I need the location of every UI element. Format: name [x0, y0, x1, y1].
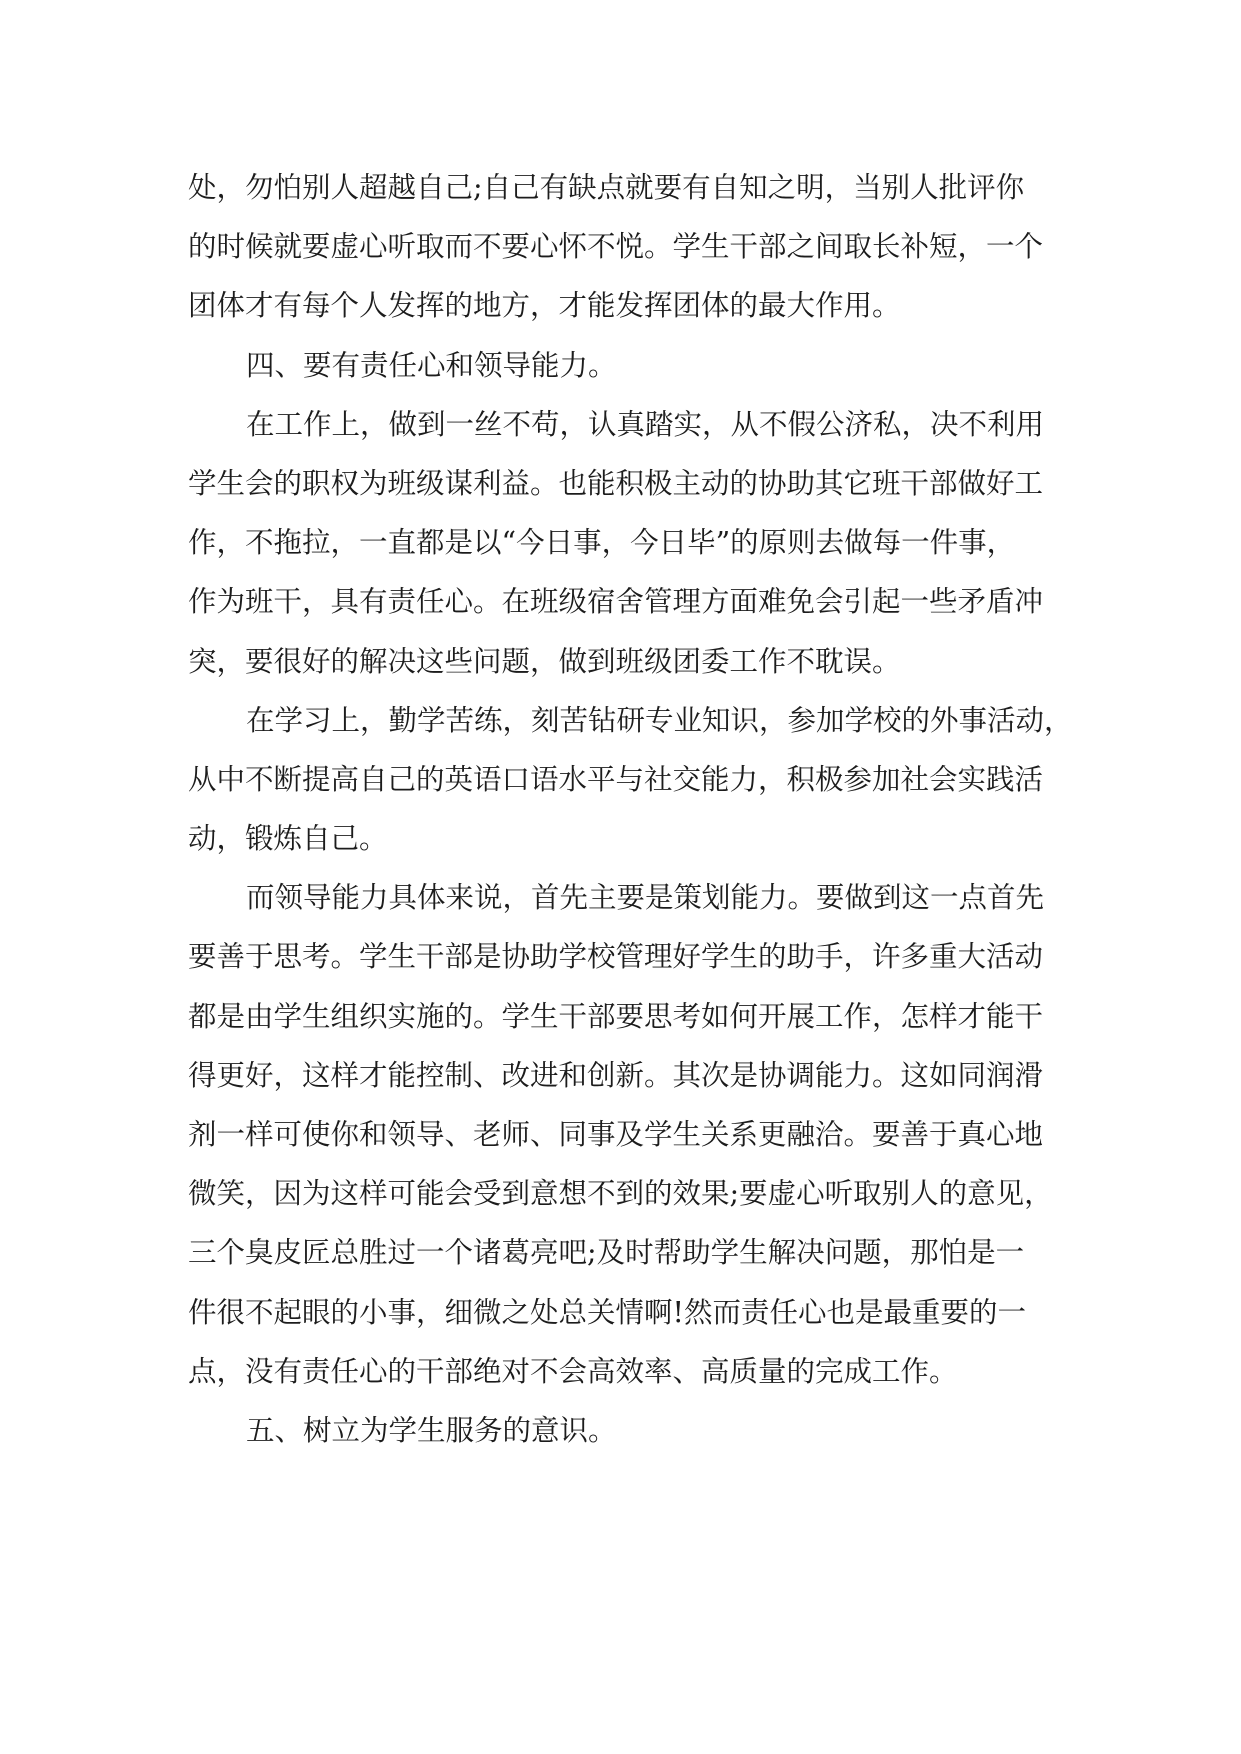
section-heading: 四、要有责任心和领导能力。: [246, 348, 617, 382]
text-line: 团体才有每个人发挥的地方，才能发挥团体的最大作用。: [188, 289, 901, 323]
text-line: 的时候就要虚心听取而不要心怀不悦。学生干部之间取长补短，一个: [188, 230, 1044, 264]
text-line: 要善于思考。学生干部是协助学校管理好学生的助手，许多重大活动: [188, 940, 1044, 974]
section-heading: 五、树立为学生服务的意识。: [246, 1413, 617, 1447]
text-line: 处，勿怕别人超越自己;自己有缺点就要有自知之明，当别人批评你: [188, 171, 1025, 204]
text-line: 而领导能力具体来说，首先主要是策划能力。要做到这一点首先: [246, 881, 1045, 915]
text-line: 点，没有责任心的干部绝对不会高效率、高质量的完成工作。: [188, 1354, 958, 1388]
text-line: 在学习上，勤学苦练，刻苦钻研专业知识，参加学校的外事活动，: [246, 703, 1073, 737]
text-line: 三个臭皮匠总胜过一个诸葛亮吧;及时帮助学生解决问题，那怕是一: [188, 1236, 1025, 1270]
text-line: 件很不起眼的小事，细微之处总关情啊!然而责任心也是最重要的一: [188, 1295, 1026, 1329]
text-line: 在工作上，做到一丝不苟，认真踏实，从不假公济私，决不利用: [246, 407, 1045, 441]
text-line: 微笑，因为这样可能会受到意想不到的效果;要虚心听取别人的意见，: [188, 1177, 1053, 1211]
text-line: 作，不拖拉，一直都是以“今日事，今日毕”的原则去做每一件事，: [188, 526, 1016, 560]
body-text: [188, 158, 1073, 1460]
text-line: 都是由学生组织实施的。学生干部要思考如何开展工作，怎样才能干: [188, 999, 1044, 1033]
text-line: 学生会的职权为班级谋利益。也能积极主动的协助其它班干部做好工: [188, 466, 1044, 500]
text-line: 突，要很好的解决这些问题，做到班级团委工作不耽误。: [188, 644, 901, 678]
text-line: 动，锻炼自己。: [188, 822, 388, 856]
text-line: 得更好，这样才能控制、改进和创新。其次是协调能力。这如同润滑: [188, 1058, 1044, 1092]
text-line: 从中不断提高自己的英语口语水平与社交能力，积极参加社会实践活: [188, 762, 1044, 796]
text-line: 剂一样可使你和领导、老师、同事及学生关系更融洽。要善于真心地: [188, 1118, 1044, 1151]
text-line: 作为班干，具有责任心。在班级宿舍管理方面难免会引起一些矛盾冲: [188, 585, 1044, 619]
